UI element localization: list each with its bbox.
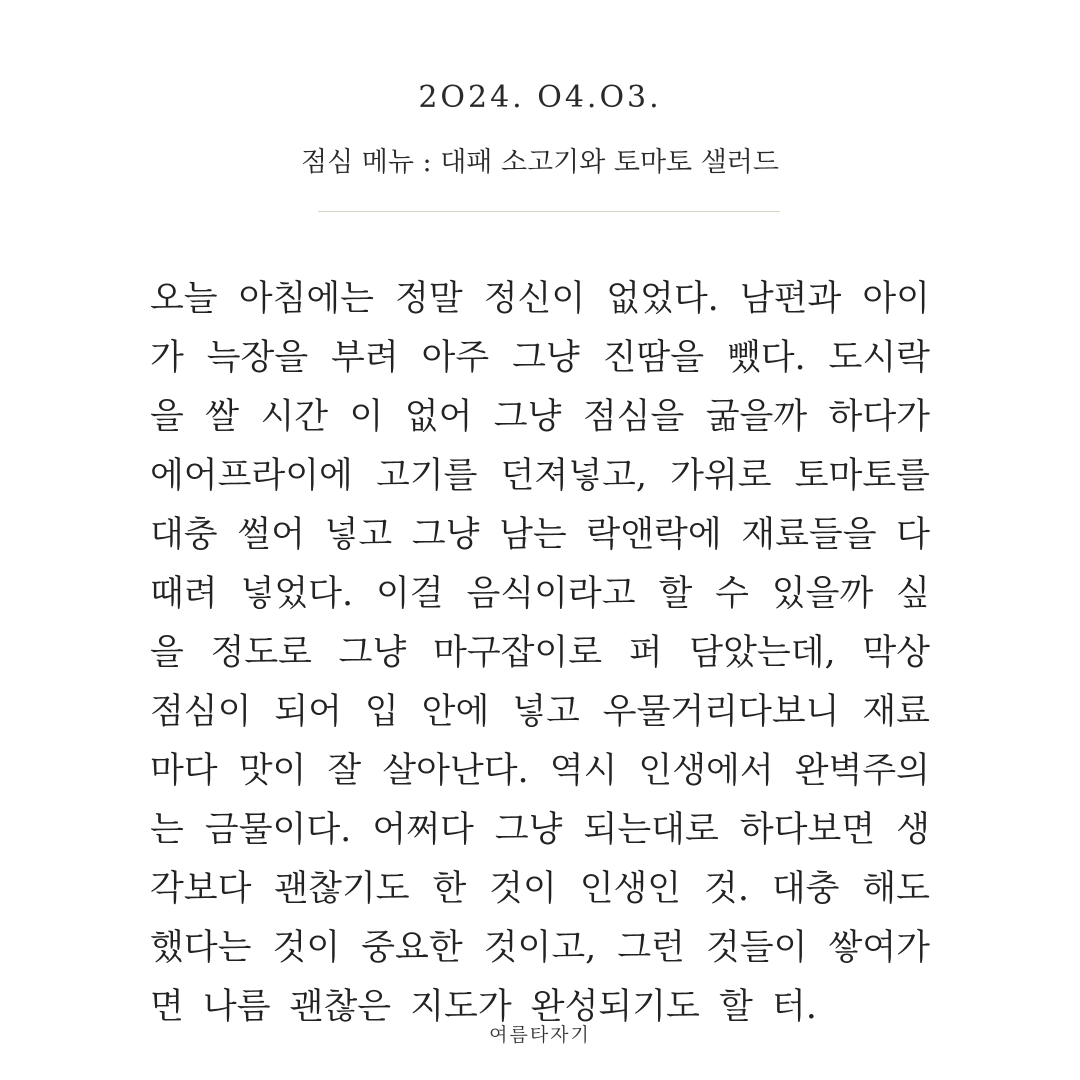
body-line: 각보다 괜찮기도 한 것이 인생인 것. 대충 해도	[150, 869, 930, 909]
body-line: 점심이 되어 입 안에 넣고 우물거리다보니 재료	[150, 692, 930, 732]
body-line: 마다 맛이 잘 살아난다. 역시 인생에서 완벽주의	[150, 751, 930, 791]
body-line: 가 늑장을 부려 아주 그냥 진땀을 뺐다. 도시락	[150, 338, 930, 378]
body-line: 을 쌀 시간 이 없어 그냥 점심을 굶을까 하다가	[150, 397, 930, 437]
body-line: 대충 썰어 넣고 그냥 남는 락앤락에 재료들을 다	[150, 515, 930, 555]
author-signature: 여름타자기	[489, 1024, 591, 1046]
lunch-menu-title: 점심 메뉴 : 대패 소고기와 토마토 샐러드	[301, 147, 779, 178]
body-line: 했다는 것이 중요한 것이고, 그런 것들이 쌓여가	[150, 928, 930, 968]
body-line: 을 정도로 그냥 마구잡이로 퍼 담았는데, 막상	[150, 633, 930, 673]
body-line: 에어프라이에 고기를 던져넣고, 가위로 토마토를	[150, 456, 930, 496]
header-divider	[318, 211, 780, 212]
body-line: 오늘 아침에는 정말 정신이 없었다. 남편과 아이	[150, 279, 930, 319]
body-line: 면 나름 괜찮은 지도가 완성되기도 할 터.	[150, 987, 817, 1027]
body-line: 때려 넣었다. 이걸 음식이라고 할 수 있을까 싶	[150, 574, 930, 614]
diary-body	[150, 270, 930, 1037]
body-line: 는 금물이다. 어쩌다 그냥 되는대로 하다보면 생	[150, 810, 930, 850]
entry-date: 2O24. O4.O3.	[418, 80, 662, 115]
